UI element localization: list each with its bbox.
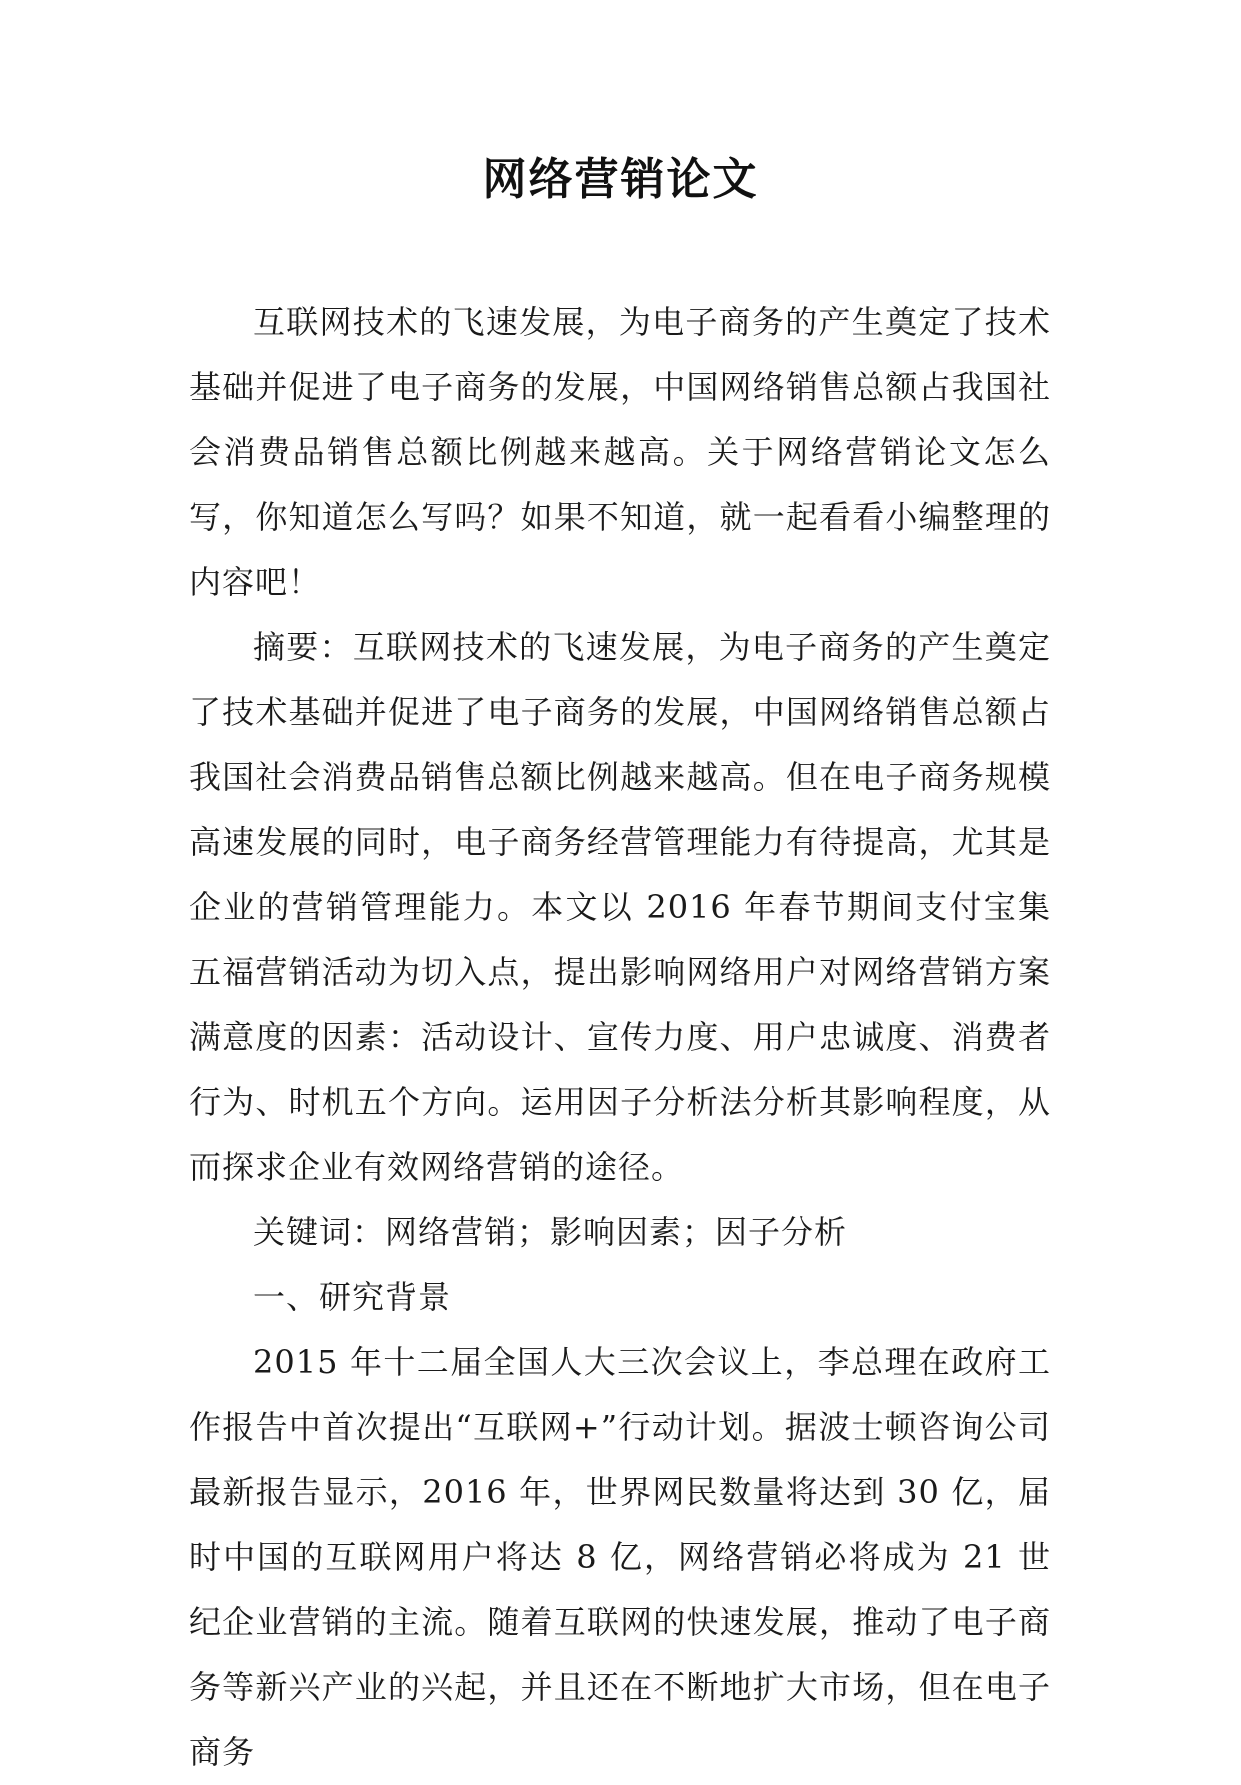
abstract-paragraph: 摘要：互联网技术的飞速发展，为电子商务的产生奠定了技术基础并促进了电子商务的发展，中国网络销售总额占我国社会消费品销售总额比例越来越高。但在电子商务规模高速发展的同时，电子商务经营管理能力有待提高，尤其是企业的营销管理能力。本文以 2016 年春节期间支付宝集五福营销活动为切入点，提出影响网络用户对网络营销方案满意度的因素：活动设计、宣传力度、用户忠诚度、消费者行为、时机五个方向。运用因子分析法分析其影响程度，从而探求企业有效网络营销的途径。 bbox=[189, 628, 1051, 1186]
document-body bbox=[189, 290, 1051, 1785]
intro-paragraph: 互联网技术的飞速发展，为电子商务的产生奠定了技术基础并促进了电子商务的发展，中国网络销售总额占我国社会消费品销售总额比例越来越高。关于网络营销论文怎么写，你知道怎么写吗？如果不知道，就一起看看小编整理的内容吧！ bbox=[189, 303, 1051, 601]
document-title: 网络营销论文 bbox=[482, 154, 759, 205]
keywords-paragraph: 关键词：网络营销；影响因素；因子分析 bbox=[253, 1213, 848, 1251]
section-heading: 一、研究背景 bbox=[253, 1278, 452, 1316]
background-paragraph: 2015 年十二届全国人大三次会议上，李总理在政府工作报告中首次提出“互联网+”行动计划。据波士顿咨询公司最新报告显示，2016 年，世界网民数量将达到 30 亿，届时中国的互联网用户将达 8 亿，网络营销必将成为 21 世纪企业营销的主流。随着互联网的快速发展，推动了电子商务等新兴产业的兴起，并且还在不断地扩大市场，但在电子商务 bbox=[189, 1343, 1051, 1771]
